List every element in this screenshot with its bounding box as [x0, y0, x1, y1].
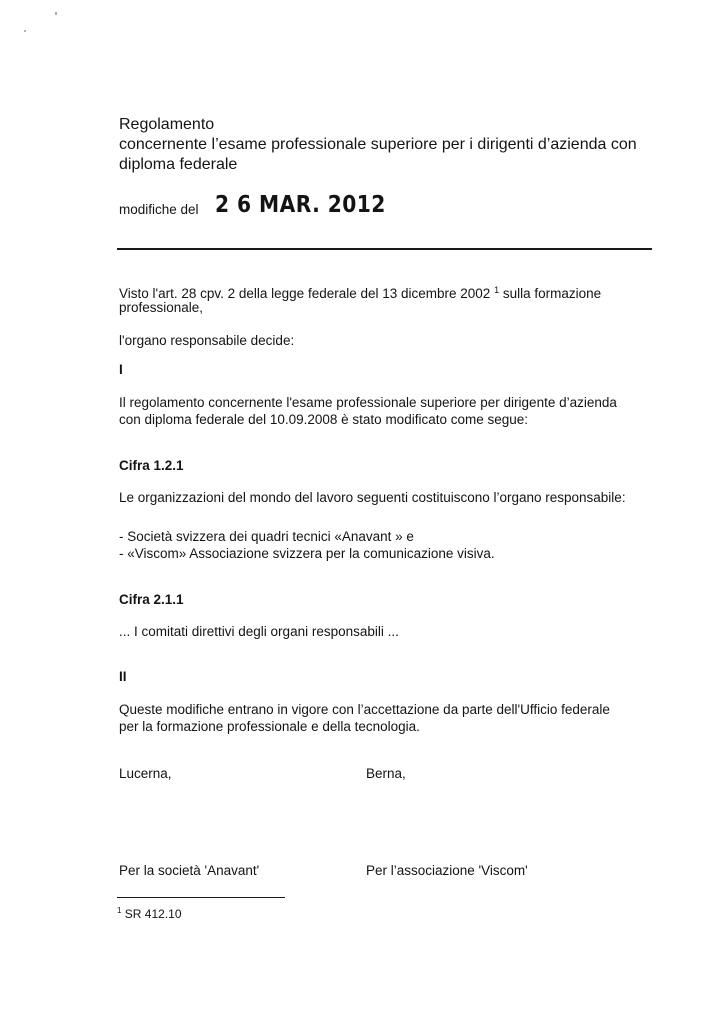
cifra-1-2-1-text: Le organizzazioni del mondo del lavoro seguenti costituiscono l’organo responsabile:: [119, 490, 626, 505]
section-numeral-2: II: [119, 669, 127, 684]
section1-paragraph-line-1: Il regolamento concernente l'esame professionale superiore per dirigente d’azienda: [119, 395, 617, 410]
visto-text: Visto l'art. 28 cpv. 2 della legge federale del 13 dicembre 2002: [119, 286, 491, 301]
cifra-heading-1-2-1: Cifra 1.2.1: [119, 458, 184, 473]
list-item: - Società svizzera dei quadri tecnici «Anavant » e: [119, 529, 414, 544]
footnote-reference: 1: [494, 285, 500, 295]
document-subtitle-line-1: concernente l’esame professionale superiore per i dirigenti d’azienda con: [119, 136, 637, 153]
modifiche-label: modifiche del: [119, 202, 199, 217]
section-numeral-1: I: [119, 362, 123, 377]
place-berna: Berna,: [366, 766, 406, 781]
signature-anavant: Per la società 'Anavant': [119, 863, 260, 878]
decide-line: l'organo responsabile decide:: [119, 333, 295, 348]
list-item: - «Viscom» Associazione svizzera per la comunicazione visiva.: [119, 546, 495, 561]
section1-paragraph-line-2: con diploma federale del 10.09.2008 è stato modificato come segue:: [119, 412, 529, 427]
section2-paragraph-line-1: Queste modifiche entrano in vigore con l’accettazione da parte dell'Ufficio federale: [119, 702, 610, 717]
visto-paragraph-line-2: professionale,: [119, 300, 204, 315]
section2-paragraph-line-2: per la formazione professionale e della tecnologia.: [119, 719, 420, 734]
header-divider: [117, 248, 652, 250]
place-lucerna: Lucerna,: [119, 766, 172, 781]
scan-speck: [24, 30, 26, 32]
cifra-2-1-1-text: ... I comitati direttivi degli organi responsabili ...: [119, 624, 399, 639]
signature-viscom: Per l’associazione 'Viscom': [366, 863, 528, 878]
footnote-divider: [117, 897, 285, 898]
document-title: Regolamento: [119, 116, 215, 133]
date-stamp: 2 6 MAR. 2012: [215, 192, 386, 218]
document-subtitle-line-2: diploma federale: [119, 156, 238, 173]
footnote-marker: 1: [117, 906, 122, 915]
footnote-text: SR 412.10: [124, 907, 182, 921]
visto-text-end: sulla formazione: [502, 286, 602, 301]
footnote: [117, 903, 182, 922]
cifra-heading-2-1-1: Cifra 2.1.1: [119, 592, 184, 607]
scan-speck: [55, 12, 57, 15]
